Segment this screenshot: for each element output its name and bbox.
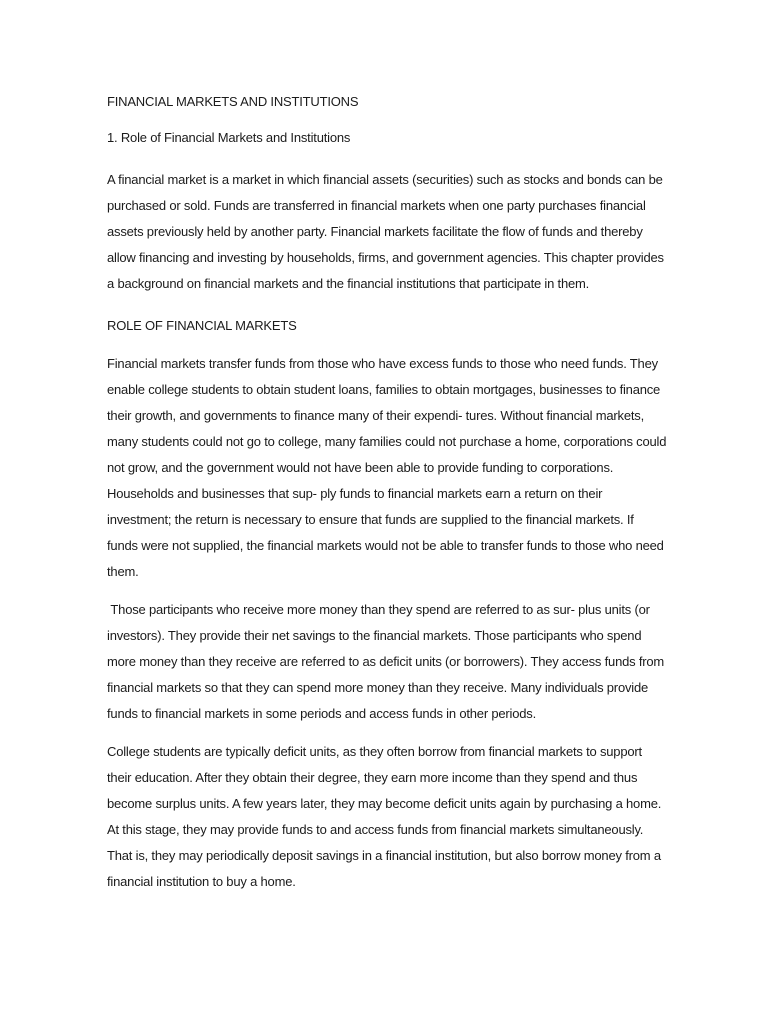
paragraph-2: Those participants who receive more money than they spend are referred to as sur- plus units (or investors). They provide their net savings to the financial markets. Those participants who spend more money than they receive are referred to as deficit units (or borrowers). They access funds from financial markets so that they can spend more money than they receive. Many individuals provide funds to financial markets in some periods and access funds in other periods.	[107, 602, 668, 721]
intro-paragraph: A financial market is a market in which financial assets (securities) such as stocks and bonds can be purchased or sold. Funds are transferred in financial markets when one party purchases financial assets previously held by another party. Financial markets facilitate the flow of funds and thereby allow financing and investing by households, firms, and government agencies. This chapter provides a background on financial markets and the financial institutions that participate in them.	[107, 172, 664, 291]
paragraph-1: Financial markets transfer funds from those who have excess funds to those who need funds. They enable college students to obtain student loans, families to obtain mortgages, businesses to finance their growth, and governments to finance many of their expendi- tures. Without financial markets, many students could not go to college, many families could not purchase a home, corporations could not grow, and the government would not have been able to provide funding to corporations. Households and businesses that sup- ply funds to financial markets earn a return on their investment; the return is necessary to ensure that funds are supplied to the financial markets. If funds were not supplied, the financial markets would not be able to transfer funds to those who need them.	[107, 356, 667, 579]
paragraph-3: College students are typically deficit units, as they often borrow from financial markets to support their education. After they obtain their degree, they earn more income than they spend and thus become surplus units. A few years later, they may become deficit units again by purchasing a home. At this stage, they may provide funds to and access funds from financial markets simultaneously. That is, they may periodically deposit savings in a financial institution, but also borrow money from a financial institution to buy a home.	[107, 744, 662, 889]
document-title: FINANCIAL MARKETS AND INSTITUTIONS	[107, 94, 359, 109]
section-heading: 1. Role of Financial Markets and Institutions	[107, 130, 351, 145]
document-body	[107, 93, 667, 895]
subheading-role-of-financial-markets: ROLE OF FINANCIAL MARKETS	[107, 318, 297, 333]
